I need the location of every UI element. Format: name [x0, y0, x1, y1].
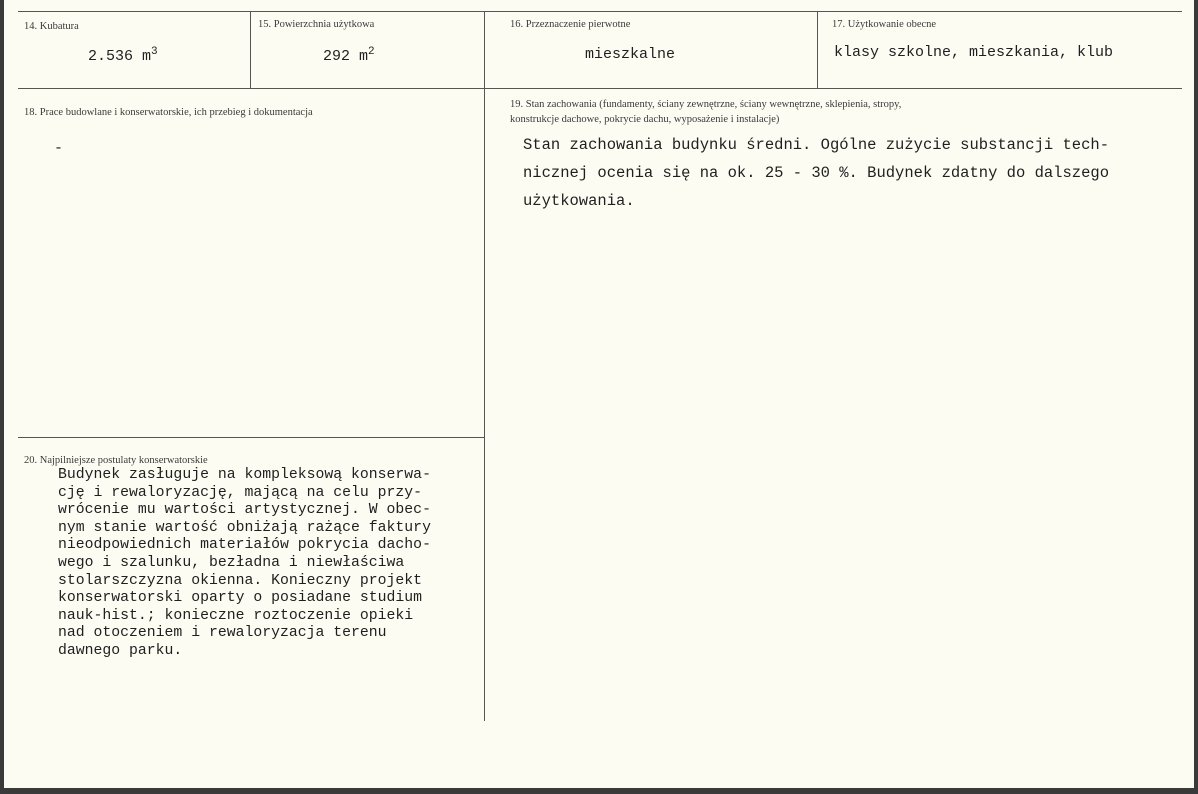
- uzytkowanie-label: 17. Użytkowanie obecne: [832, 19, 937, 30]
- divider-col3: [817, 11, 818, 88]
- postulaty-line-5: nieodpowiednich materiałów pokrycia dacho-: [58, 537, 431, 554]
- stan-text-line-3: użytkowania.: [523, 192, 635, 210]
- kubatura-number: 2.536 m: [88, 48, 152, 65]
- uzytkowanie-value: klasy szkolne, mieszkania, klub: [834, 44, 1114, 61]
- postulaty-line-9: nauk-hist.; konieczne roztoczenie opieki: [58, 607, 414, 624]
- powierzchnia-label: 15. Powierzchnia użytkowa: [258, 19, 375, 30]
- przeznaczenie-value: mieszkalne: [585, 46, 676, 63]
- prace-label: 18. Prace budowlane i konserwatorskie, ich przebieg i dokumentacja: [24, 107, 313, 118]
- stan-text-line-1: Stan zachowania budynku średni. Ogólne zużycie substancji tech-: [523, 136, 1109, 154]
- divider-top: [18, 11, 1182, 12]
- postulaty-line-11: dawnego parku.: [58, 643, 183, 659]
- scan-edge-right: [1194, 0, 1198, 794]
- stan-label-line1: 19. Stan zachowania (fundamenty, ściany zewnętrzne, ściany wewnętrzne, sklepienia, stropy,: [510, 99, 902, 110]
- postulaty-label: 20. Najpilniejsze postulaty konserwatorskie: [24, 455, 208, 466]
- divider-row2-left: [18, 437, 484, 438]
- postulaty-line-2: cję i rewaloryzację, mającą na celu przy-: [58, 484, 423, 501]
- postulaty-line-4: nym stanie wartość obniżają rażące faktury: [58, 519, 431, 536]
- powierzchnia-number: 292 m: [323, 48, 369, 65]
- postulaty-line-1: Budynek zasługuje na kompleksową konserwa-: [58, 467, 431, 483]
- postulaty-line-10: nad otoczeniem i rewaloryzacja terenu: [58, 625, 387, 642]
- stan-text-line-2: nicznej ocenia się na ok. 25 - 30 %. Budynek zdatny do dalszego: [523, 164, 1109, 182]
- divider-col2: [484, 11, 485, 721]
- scan-edge-left: [0, 0, 4, 794]
- postulaty-line-7: stolarszczyzna okienna. Konieczny projekt: [58, 572, 423, 589]
- divider-col1: [250, 11, 251, 88]
- stan-label-line2: konstrukcje dachowe, pokrycie dachu, wyposażenie i instalacje): [510, 114, 780, 125]
- przeznaczenie-label: 16. Przeznaczenie pierwotne: [510, 19, 631, 30]
- kubatura-value: [88, 46, 158, 68]
- kubatura-exponent: 3: [151, 46, 158, 58]
- divider-row1: [18, 88, 1182, 89]
- powierzchnia-value: [323, 46, 375, 68]
- scan-edge-bottom: [0, 788, 1198, 794]
- prace-value: -: [54, 140, 64, 157]
- postulaty-line-3: wrócenie mu wartości artystycznej. W obec-: [58, 502, 431, 519]
- kubatura-label: 14. Kubatura: [24, 21, 79, 32]
- postulaty-line-6: wego i szalunku, bezładna i niewłaściwa: [58, 555, 405, 571]
- powierzchnia-exponent: 2: [368, 46, 375, 58]
- postulaty-line-8: konserwatorski oparty o posiadane studium: [58, 590, 423, 607]
